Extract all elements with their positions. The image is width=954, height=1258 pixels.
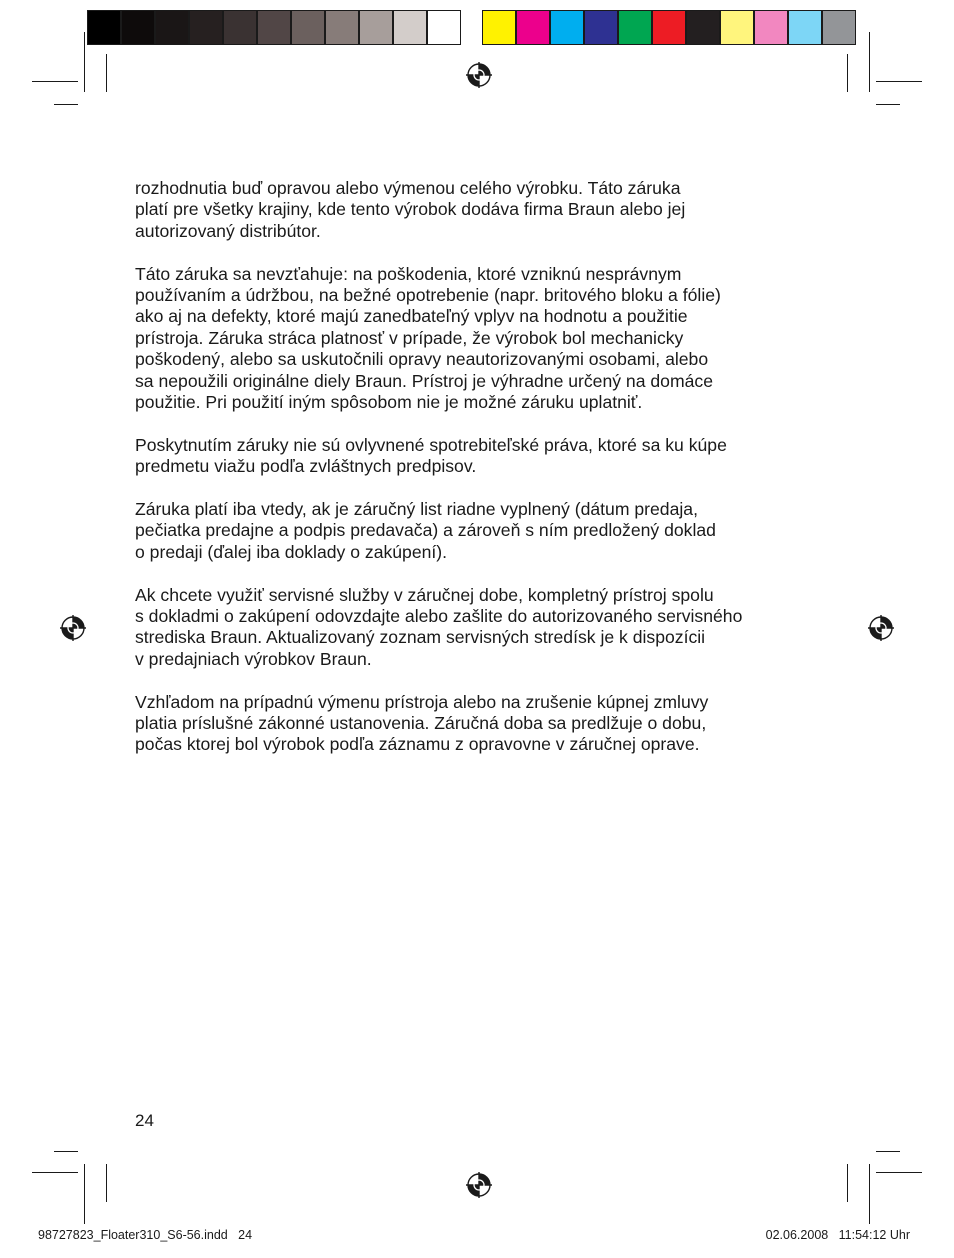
color-swatch bbox=[87, 10, 121, 45]
color-swatch bbox=[155, 10, 189, 45]
slug-file-name: 98727823_Floater310_S6-56.indd 24 bbox=[38, 1228, 253, 1242]
color-swatch bbox=[121, 10, 155, 45]
slug-time: 11:54:12 Uhr bbox=[838, 1228, 910, 1242]
crop-mark bbox=[32, 1172, 78, 1173]
color-swatch bbox=[516, 10, 550, 45]
color-swatch bbox=[291, 10, 325, 45]
paragraph: Záruka platí iba vtedy, ak je záručný list riadne vyplnený (dátum predaja, pečiatka predajne a podpis predavača) a zároveň s ním predložený doklad o predaji (ďalej iba doklady o zakúpení). bbox=[135, 499, 716, 562]
paragraph: Vzhľadom na prípadnú výmenu prístroja alebo na zrušenie kúpnej zmluvy platia príslušné zákonné ustanovenia. Záručná doba sa predlžuje o dobu, počas ktorej bol výrobok podľa záznamu z opravovne v záručnej oprave. bbox=[135, 691, 709, 755]
color-swatch bbox=[618, 10, 652, 45]
color-swatch bbox=[257, 10, 291, 45]
crop-mark bbox=[32, 81, 78, 82]
color-swatch bbox=[686, 10, 720, 45]
slug-date: 02.06.2008 bbox=[765, 1228, 829, 1242]
registration-mark-icon bbox=[868, 615, 894, 641]
color-swatch bbox=[584, 10, 618, 45]
crop-mark bbox=[84, 1164, 85, 1224]
paragraph: Táto záruka sa nevzťahuje: na poškodenia, ktoré vzniknú nesprávnym používaním a údržbou, na bežné opotrebenie (napr. britového bloku a fólie) ako aj na defekty, ktoré majú zanedbateľný vplyv na hodnotu a použitie prístroja. Záruka stráca platnosť v prípade, že výrobok bol mechanicky poškodený, alebo sa uskutočnili opravy neautorizovanými osobami, alebo sa nepoužili originálne diely Braun. Prístroj je výhradne určený na domáce použitie. Pri použití iným spôsobom nie je možné záruku uplatniť. bbox=[135, 263, 721, 413]
crop-mark bbox=[106, 1164, 107, 1202]
registration-mark-icon bbox=[466, 1172, 492, 1198]
color-swatch bbox=[393, 10, 427, 45]
color-swatch bbox=[223, 10, 257, 45]
color-swatch bbox=[427, 10, 461, 45]
grayscale-color-bar bbox=[87, 10, 461, 47]
color-swatch bbox=[550, 10, 584, 45]
color-swatch bbox=[754, 10, 788, 45]
crop-mark bbox=[847, 1164, 848, 1202]
crop-mark bbox=[84, 32, 85, 92]
registration-mark-icon bbox=[466, 62, 492, 88]
crop-mark bbox=[54, 104, 78, 105]
crop-mark bbox=[876, 81, 922, 82]
process-color-bar bbox=[482, 10, 856, 47]
color-swatch bbox=[822, 10, 856, 45]
registration-mark-icon bbox=[60, 615, 86, 641]
color-swatch bbox=[189, 10, 223, 45]
crop-mark bbox=[876, 104, 900, 105]
paragraph: Poskytnutím záruky nie sú ovlyvnené spotrebiteľské práva, ktoré sa ku kúpe predmetu viažu podľa zvláštnych predpisov. bbox=[135, 434, 727, 477]
body-text bbox=[135, 178, 835, 777]
slug-timestamp bbox=[766, 1228, 910, 1242]
paragraph: rozhodnutia buď opravou alebo výmenou celého výrobku. Táto záruka platí pre všetky krajiny, kde tento výrobok dodáva firma Braun alebo jej autorizovaný distribútor. bbox=[135, 178, 686, 241]
color-swatch bbox=[720, 10, 754, 45]
color-swatch bbox=[325, 10, 359, 45]
color-swatch bbox=[788, 10, 822, 45]
color-swatch bbox=[652, 10, 686, 45]
crop-mark bbox=[869, 1164, 870, 1224]
crop-mark bbox=[106, 54, 107, 92]
color-swatch bbox=[482, 10, 516, 45]
paragraph: Ak chcete využiť servisné služby v záručnej dobe, kompletný prístroj spolu s dokladmi o zakúpení odovzdajte alebo zašlite do autorizovaného servisného strediska Braun. Aktualizovaný zoznam servisných stredísk je k dispozícii v predajniach výrobkov Braun. bbox=[135, 584, 743, 669]
crop-mark bbox=[847, 54, 848, 92]
crop-mark bbox=[876, 1151, 900, 1152]
crop-mark bbox=[876, 1172, 922, 1173]
crop-mark bbox=[54, 1151, 78, 1152]
color-swatch bbox=[359, 10, 393, 45]
page-number: 24 bbox=[135, 1111, 154, 1130]
crop-mark bbox=[869, 32, 870, 92]
